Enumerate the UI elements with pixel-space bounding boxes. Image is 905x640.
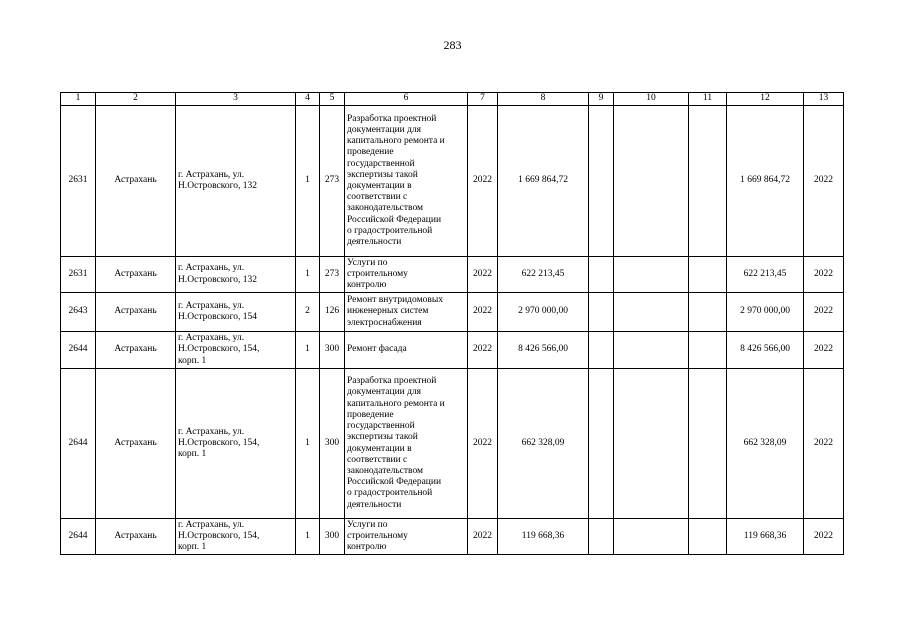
work-description — [345, 369, 468, 519]
work-description-line: Разработка проектной — [347, 113, 437, 124]
work-description-line: строительному — [347, 268, 408, 279]
work-description-line: капитального ремонта и — [347, 136, 445, 147]
work-description-line: инженерных систем — [347, 306, 429, 317]
work-description-line: документации для — [347, 387, 422, 398]
col-11-value — [689, 293, 727, 332]
completion-year: 2022 — [804, 519, 844, 555]
col-5-value: 300 — [320, 519, 345, 555]
completion-year: 2022 — [804, 106, 844, 257]
column-number: 2 — [96, 93, 176, 106]
col-5-value: 300 — [320, 332, 345, 369]
column-number: 12 — [727, 93, 804, 106]
address-line: корп. 1 — [178, 355, 207, 366]
total-amount: 119 668,36 — [727, 519, 804, 555]
column-number: 13 — [804, 93, 844, 106]
column-number: 4 — [296, 93, 320, 106]
city: Астрахань — [96, 332, 176, 369]
col-11-value — [689, 519, 727, 555]
work-description-line: государственной — [347, 421, 415, 432]
amount: 2 970 000,00 — [498, 293, 589, 332]
table-row — [61, 519, 844, 555]
col-10-value — [614, 293, 689, 332]
work-description — [345, 106, 468, 257]
amount: 662 328,09 — [498, 369, 589, 519]
column-number: 10 — [614, 93, 689, 106]
total-amount: 622 213,45 — [727, 257, 804, 293]
col-5-value: 273 — [320, 106, 345, 257]
address-line: г. Астрахань, ул. — [178, 333, 245, 344]
table-row — [61, 257, 844, 293]
address-line: корп. 1 — [178, 449, 207, 460]
work-description-line: деятельности — [347, 237, 402, 248]
col-9-value — [589, 332, 614, 369]
column-number-row — [61, 93, 844, 106]
work-description-line: о градостроительной — [347, 225, 433, 236]
year: 2022 — [468, 369, 498, 519]
address-line: г. Астрахань, ул. — [178, 519, 245, 530]
column-number: 8 — [498, 93, 589, 106]
address-line: Н.Островского, 154, — [178, 344, 260, 355]
amount: 8 426 566,00 — [498, 332, 589, 369]
work-description-line: Разработка проектной — [347, 376, 437, 387]
work-description-line: Ремонт фасада — [347, 344, 407, 355]
col-9-value — [589, 257, 614, 293]
work-description-line: проведение — [347, 147, 394, 158]
address-line: г. Астрахань, ул. — [178, 300, 245, 311]
work-description-line: законодательством — [347, 465, 424, 476]
amount: 119 668,36 — [498, 519, 589, 555]
col-11-value — [689, 332, 727, 369]
record-number: 2644 — [61, 369, 96, 519]
col-4-value: 1 — [296, 106, 320, 257]
col-4-value: 2 — [296, 293, 320, 332]
column-number: 5 — [320, 93, 345, 106]
address — [176, 369, 296, 519]
work-description-line: Ремонт внутридомовых — [347, 295, 443, 306]
work-description-line: Российской Федерации — [347, 214, 442, 225]
address-line: Н.Островского, 154 — [178, 312, 258, 322]
col-9-value — [589, 106, 614, 257]
work-description-line: соответствии с — [347, 454, 408, 465]
city: Астрахань — [96, 106, 176, 257]
record-number: 2631 — [61, 257, 96, 293]
column-number: 7 — [468, 93, 498, 106]
work-description-line: Российской Федерации — [347, 477, 442, 488]
col-5-value: 300 — [320, 369, 345, 519]
page-number: 283 — [443, 38, 462, 52]
total-amount: 1 669 864,72 — [727, 106, 804, 257]
year: 2022 — [468, 293, 498, 332]
column-number: 9 — [589, 93, 614, 106]
work-description — [345, 293, 468, 332]
city: Астрахань — [96, 293, 176, 332]
year: 2022 — [468, 332, 498, 369]
address-line: Н.Островского, 132 — [178, 181, 258, 191]
col-10-value — [614, 519, 689, 555]
year: 2022 — [468, 257, 498, 293]
record-number: 2643 — [61, 293, 96, 332]
work-description-line: электроснабжения — [347, 317, 422, 328]
col-9-value — [589, 519, 614, 555]
col-10-value — [614, 369, 689, 519]
address-line: г. Астрахань, ул. — [178, 426, 245, 437]
work-description-line: строительному — [347, 530, 408, 541]
work-description-line: экспертизы такой — [347, 169, 418, 180]
completion-year: 2022 — [804, 293, 844, 332]
city: Астрахань — [96, 519, 176, 555]
year: 2022 — [468, 519, 498, 555]
address-line: г. Астрахань, ул. — [178, 169, 245, 180]
address — [176, 293, 296, 332]
total-amount: 8 426 566,00 — [727, 332, 804, 369]
col-9-value — [589, 369, 614, 519]
work-description-line: контролю — [347, 542, 387, 553]
table-row — [61, 332, 844, 369]
year: 2022 — [468, 106, 498, 257]
address-line: Н.Островского, 154, — [178, 530, 260, 541]
work-description-line: капитального ремонта и — [347, 398, 445, 409]
address — [176, 106, 296, 257]
work-description-line: законодательством — [347, 203, 424, 214]
col-4-value: 1 — [296, 257, 320, 293]
col-11-value — [689, 257, 727, 293]
address — [176, 257, 296, 293]
work-description — [345, 519, 468, 555]
work-description — [345, 332, 468, 369]
table-row — [61, 369, 844, 519]
col-9-value — [589, 293, 614, 332]
record-number: 2644 — [61, 332, 96, 369]
column-number: 3 — [176, 93, 296, 106]
column-number: 11 — [689, 93, 727, 106]
work-description — [345, 257, 468, 293]
col-5-value: 273 — [320, 257, 345, 293]
col-4-value: 1 — [296, 332, 320, 369]
completion-year: 2022 — [804, 257, 844, 293]
column-number: 6 — [345, 93, 468, 106]
work-description-line: проведение — [347, 409, 394, 420]
work-description-line: Услуги по — [347, 519, 388, 530]
work-description-line: государственной — [347, 158, 415, 169]
amount: 1 669 864,72 — [498, 106, 589, 257]
table-row — [61, 293, 844, 332]
col-10-value — [614, 106, 689, 257]
amount: 622 213,45 — [498, 257, 589, 293]
col-11-value — [689, 369, 727, 519]
col-4-value: 1 — [296, 519, 320, 555]
address-line: Н.Островского, 154, — [178, 437, 260, 448]
address-line: г. Астрахань, ул. — [178, 263, 245, 274]
work-description-line: соответствии с — [347, 192, 408, 203]
register-table — [60, 92, 844, 555]
col-10-value — [614, 257, 689, 293]
total-amount: 2 970 000,00 — [727, 293, 804, 332]
work-description-line: деятельности — [347, 499, 402, 510]
col-11-value — [689, 106, 727, 257]
address — [176, 332, 296, 369]
work-description-line: Услуги по — [347, 257, 388, 268]
city: Астрахань — [96, 257, 176, 293]
address-line: Н.Островского, 132 — [178, 274, 258, 285]
work-description-line: экспертизы такой — [347, 432, 418, 443]
address-line: корп. 1 — [178, 542, 207, 553]
work-description-line: документации в — [347, 443, 412, 454]
work-description-line: о градостроительной — [347, 488, 433, 499]
city: Астрахань — [96, 369, 176, 519]
record-number: 2644 — [61, 519, 96, 555]
col-5-value: 126 — [320, 293, 345, 332]
address — [176, 519, 296, 555]
total-amount: 662 328,09 — [727, 369, 804, 519]
table-row — [61, 106, 844, 257]
col-4-value: 1 — [296, 369, 320, 519]
completion-year: 2022 — [804, 369, 844, 519]
work-description-line: контролю — [347, 280, 387, 291]
col-10-value — [614, 332, 689, 369]
work-description-line: документации для — [347, 124, 422, 135]
completion-year: 2022 — [804, 332, 844, 369]
column-number: 1 — [61, 93, 96, 106]
work-description-line: документации в — [347, 181, 412, 191]
record-number: 2631 — [61, 106, 96, 257]
